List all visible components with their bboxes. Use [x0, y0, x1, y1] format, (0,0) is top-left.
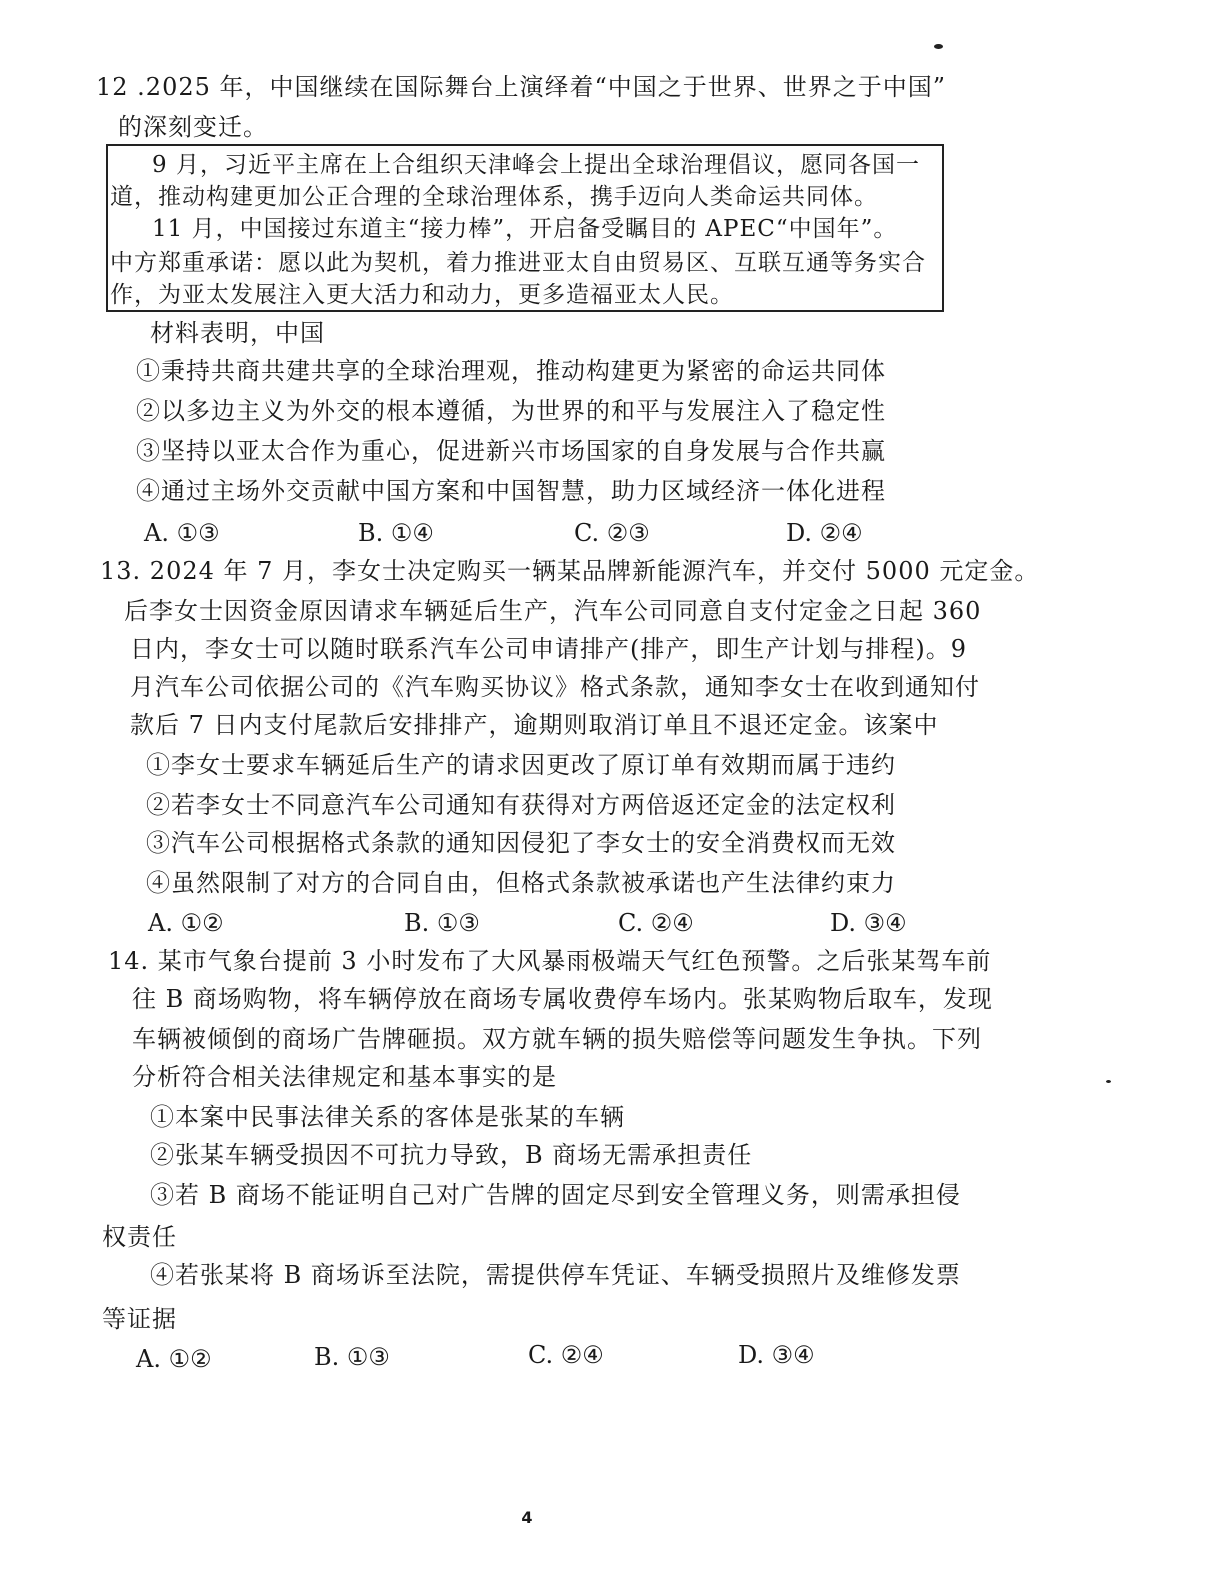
q12-material-p2-line-2: 中方郑重承诺：愿以此为契机，着力推进亚太自由贸易区、互联互通等务实合	[110, 250, 926, 276]
q12-material-p1-line-1: 9 月，习近平主席在上合组织天津峰会上提出全球治理倡议，愿同各国一	[152, 152, 920, 178]
q13-stem-line-5: 款后 7 日内支付尾款后安排排产，逾期则取消订单且不退还定金。该案中	[130, 711, 939, 739]
q13-option-3: ③汽车公司根据格式条款的通知因侵犯了李女士的安全消费权而无效	[146, 829, 896, 857]
q13-option-2: ②若李女士不同意汽车公司通知有获得对方两倍返还定金的法定权利	[146, 791, 896, 819]
q13-stem-line-1: 13. 2024 年 7 月，李女士决定购买一辆某品牌新能源汽车，并交付 5000 元定金。	[100, 557, 1040, 585]
q14-choice-d: D. ③④	[738, 1341, 815, 1369]
q12-lead: 材料表明，中国	[150, 319, 325, 347]
q12-material-p2-line-1: 11 月，中国接过东道主“接力棒”，开启备受瞩目的 APEC“中国年”。	[152, 216, 898, 242]
q14-stem-line-3: 车辆被倾倒的商场广告牌砸损。双方就车辆的损失赔偿等问题发生争执。下列	[132, 1025, 982, 1053]
q12-choice-a: A. ①③	[144, 519, 220, 547]
q14-option-3-line-1: ③若 B 商场不能证明自己对广告牌的固定尽到安全管理义务，则需承担侵	[150, 1181, 961, 1209]
q14-option-3-line-2: 权责任	[102, 1223, 177, 1251]
q12-option-4: ④通过主场外交贡献中国方案和中国智慧，助力区域经济一体化进程	[136, 477, 886, 505]
scan-speck	[1106, 1080, 1111, 1083]
q14-option-2: ②张某车辆受损因不可抗力导致，B 商场无需承担责任	[150, 1141, 753, 1169]
q12-material-p2-line-3: 作，为亚太发展注入更大活力和动力，更多造福亚太人民。	[110, 282, 734, 308]
q14-stem-line-1: 14. 某市气象台提前 3 小时发布了大风暴雨极端天气红色预警。之后张某驾车前	[108, 947, 992, 975]
q13-choice-a: A. ①②	[148, 909, 224, 937]
q12-option-2: ②以多边主义为外交的根本遵循，为世界的和平与发展注入了稳定性	[136, 397, 886, 425]
q12-stem-line-1: 12 .2025 年，中国继续在国际舞台上演绎着“中国之于世界、世界之于中国”	[96, 73, 947, 101]
q13-option-4: ④虽然限制了对方的合同自由，但格式条款被承诺也产生法律约束力	[146, 869, 896, 897]
q14-option-4-line-2: 等证据	[102, 1305, 177, 1333]
q12-option-3: ③坚持以亚太合作为重心，促进新兴市场国家的自身发展与合作共赢	[136, 437, 886, 465]
q14-option-1: ①本案中民事法律关系的客体是张某的车辆	[150, 1103, 625, 1131]
scan-speck	[934, 44, 943, 49]
q13-stem-line-4: 月汽车公司依据公司的《汽车购买协议》格式条款，通知李女士在收到通知付	[130, 673, 980, 701]
q13-choice-b: B. ①③	[404, 909, 480, 937]
q12-choice-c: C. ②③	[574, 519, 650, 547]
page-number: 4	[521, 1508, 533, 1527]
q12-stem-line-2: 的深刻变迁。	[118, 113, 268, 141]
q12-material-p1-line-2: 道，推动构建更加公正合理的全球治理体系，携手迈向人类命运共同体。	[110, 184, 878, 210]
q12-choice-b: B. ①④	[358, 519, 434, 547]
q12-option-1: ①秉持共商共建共享的全球治理观，推动构建更为紧密的命运共同体	[136, 357, 886, 385]
q13-choice-c: C. ②④	[618, 909, 694, 937]
q14-stem-line-2: 往 B 商场购物，将车辆停放在商场专属收费停车场内。张某购物后取车，发现	[132, 985, 993, 1013]
q14-choice-c: C. ②④	[528, 1341, 604, 1369]
q12-choice-d: D. ②④	[786, 519, 863, 547]
q14-stem-line-4: 分析符合相关法律规定和基本事实的是	[132, 1063, 557, 1091]
q13-stem-line-3: 日内，李女士可以随时联系汽车公司申请排产(排产，即生产计划与排程)。9	[130, 635, 967, 663]
q14-choice-b: B. ①③	[314, 1343, 390, 1371]
q14-choice-a: A. ①②	[136, 1345, 212, 1373]
q13-stem-line-2: 后李女士因资金原因请求车辆延后生产，汽车公司同意自支付定金之日起 360	[124, 597, 982, 625]
q14-option-4-line-1: ④若张某将 B 商场诉至法院，需提供停车凭证、车辆受损照片及维修发票	[150, 1261, 961, 1289]
q13-choice-d: D. ③④	[830, 909, 907, 937]
q13-option-1: ①李女士要求车辆延后生产的请求因更改了原订单有效期而属于违约	[146, 751, 896, 779]
